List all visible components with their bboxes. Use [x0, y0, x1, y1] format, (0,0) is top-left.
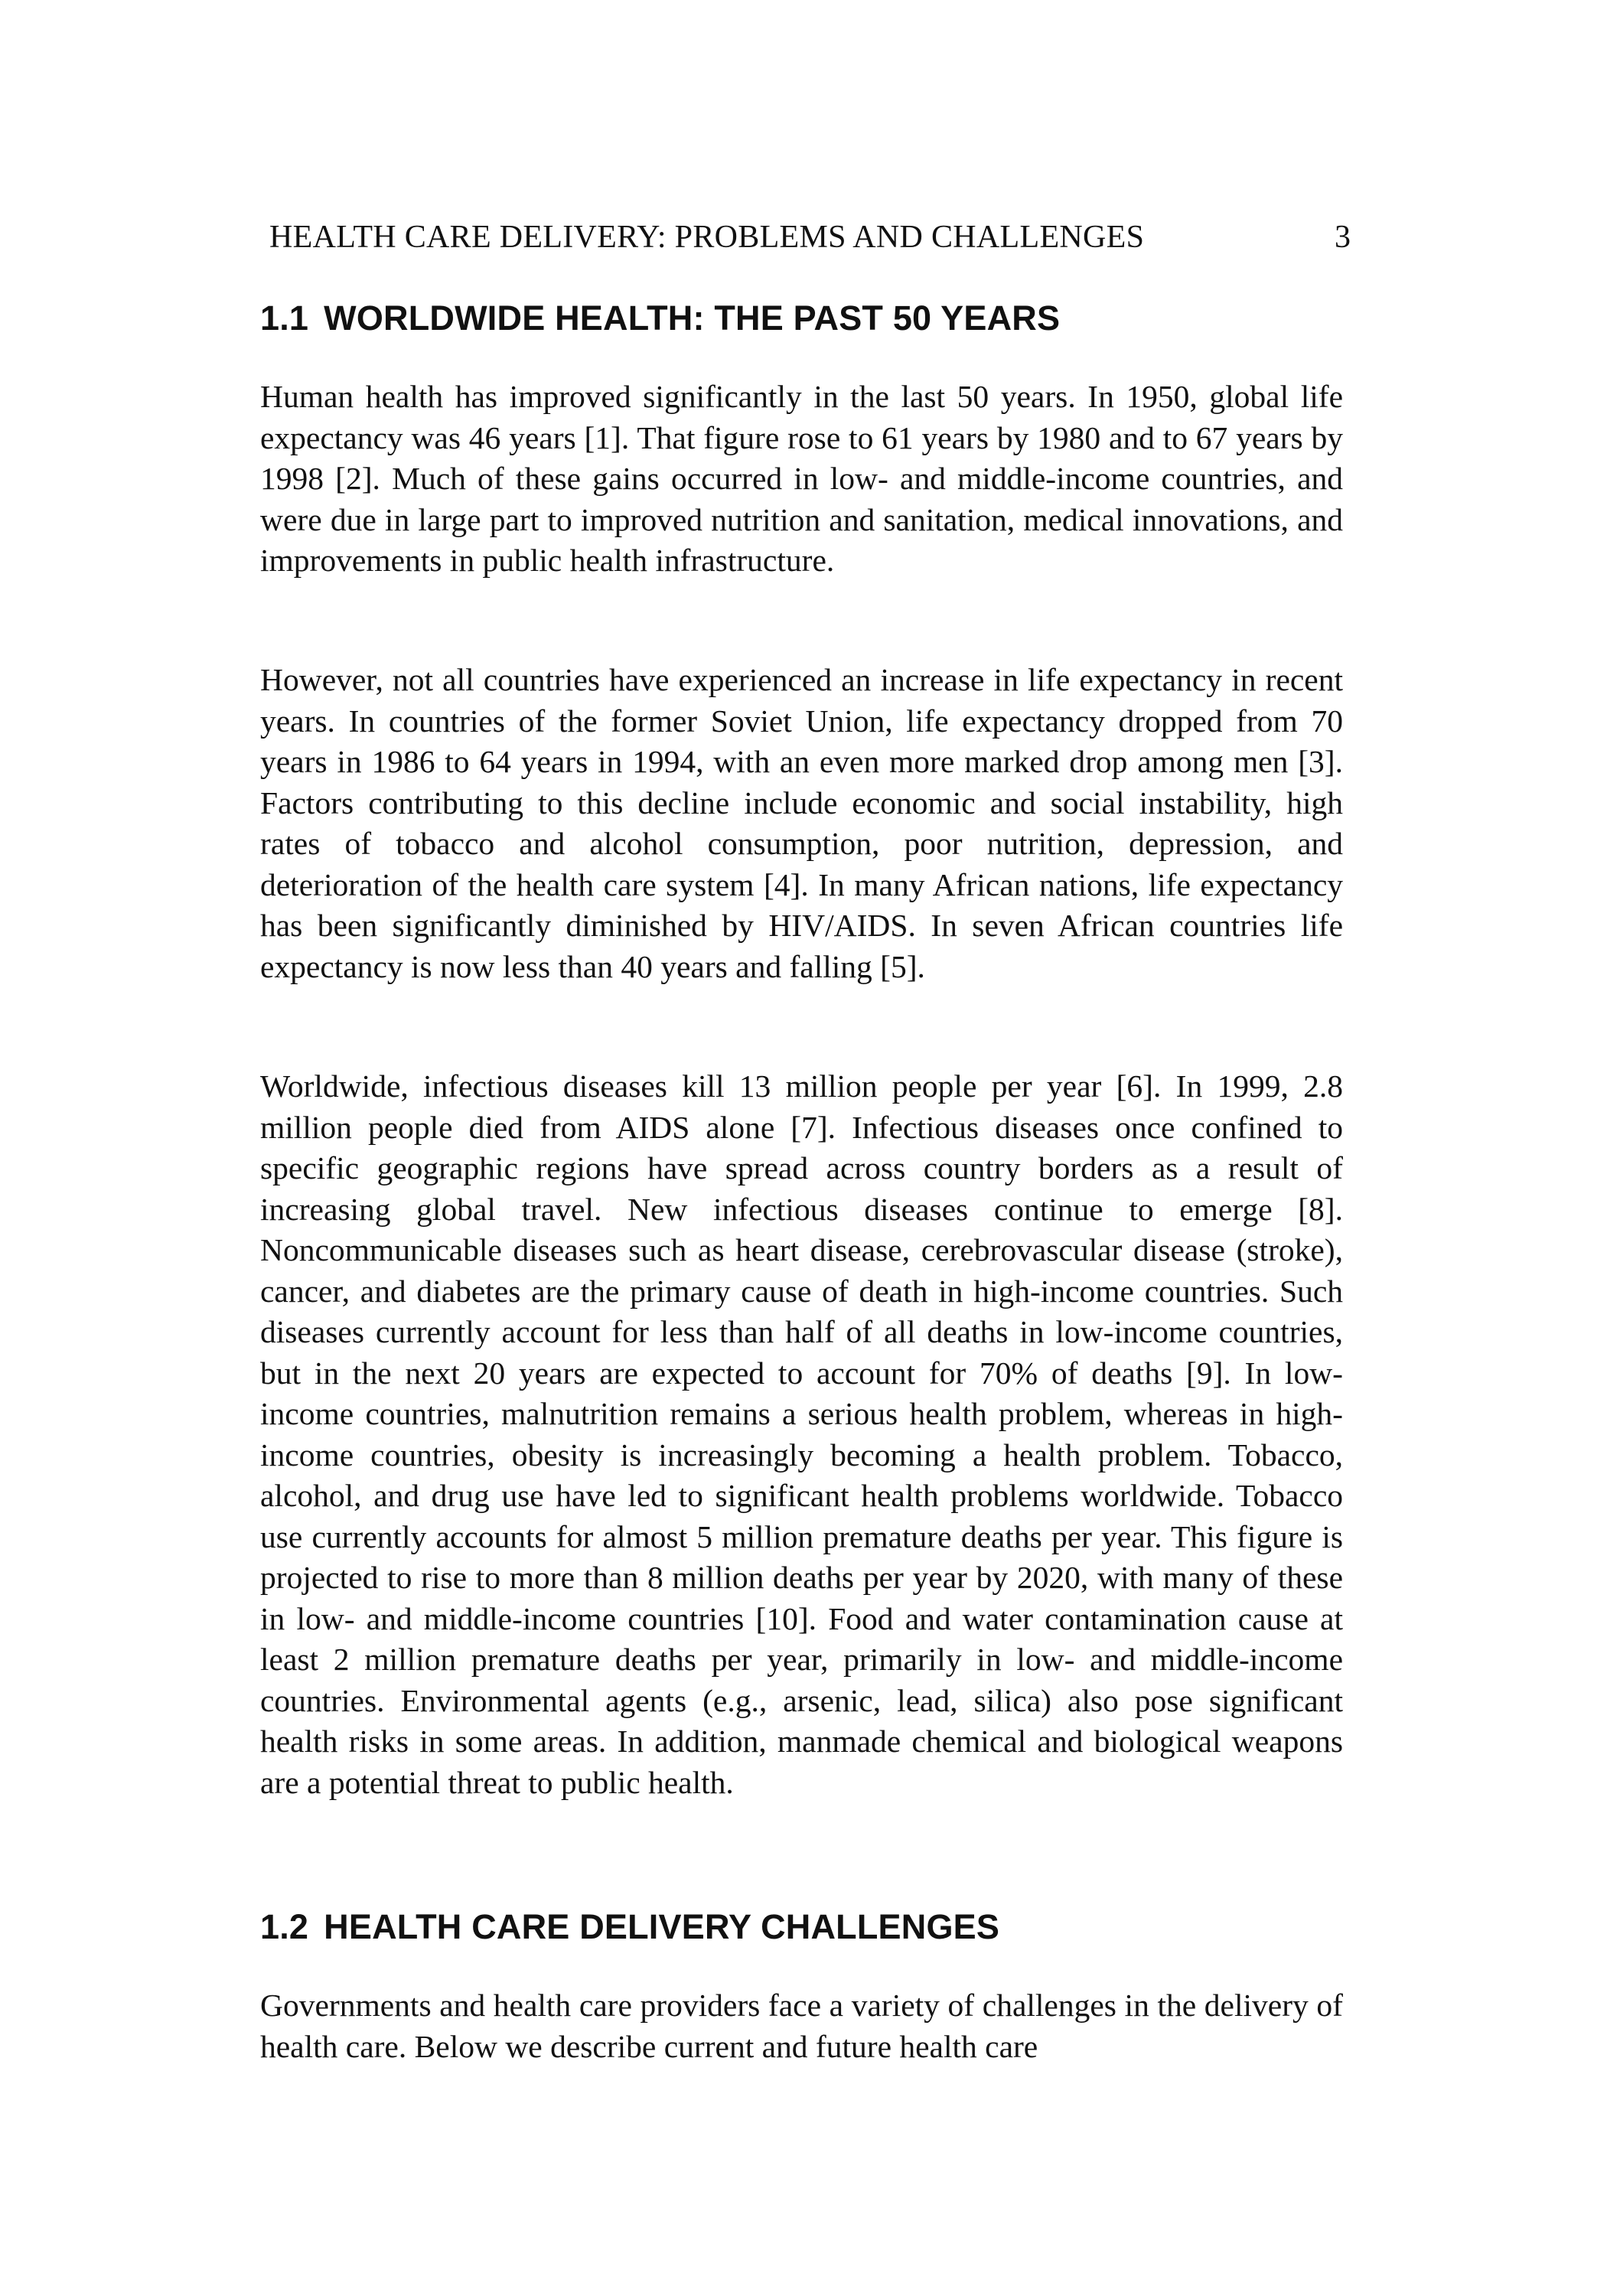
section-number: 1.2 — [260, 1907, 309, 1946]
running-head: HEALTH CARE DELIVERY: PROBLEMS AND CHALLENGES — [269, 220, 1145, 255]
section-title: HEALTH CARE DELIVERY CHALLENGES — [324, 1907, 1000, 1946]
section-title: WORLDWIDE HEALTH: THE PAST 50 YEARS — [324, 298, 1061, 338]
paragraph-life-expectancy: Human health has improved significantly in the last 50 years. In 1950, global life expectancy was 46 years [1]. That figure rose to 61 years by 1980 and to 67 years by 1998 [2]. Much of these gains occurred in low- and middle-income countries, and were due in large part to improved nutrition and sanitation, medical innovations, and improvements in public health infrastructure. — [260, 379, 1343, 578]
paragraph-delivery-challenges: Governments and health care providers face a variety of challenges in the delivery of health care. Below we describe current and future health care — [260, 1988, 1343, 2064]
section-number: 1.1 — [260, 298, 309, 338]
section-heading-1-2 — [260, 1904, 999, 1950]
paragraph-declining-countries: However, not all countries have experienced an increase in life expectancy in recent years. In countries of the former Soviet Union, life expectancy dropped from 70 years in 1986 to 64 years in 1994, with an even more marked drop among men [3]. Factors contributing to this decline include economic and social instability, high rates of tobacco and alcohol consumption, poor nutrition, depression, and deterioration of the health care system [4]. In many African nations, life expectancy has been significantly diminished by HIV/AIDS. In seven African countries life expectancy is now less than 40 years and falling [5]. — [260, 662, 1343, 984]
paragraph-diseases: Worldwide, infectious diseases kill 13 million people per year [6]. In 1999, 2.8 million people died from AIDS alone [7]. Infectious diseases once confined to specific geographic regions have spread across country borders as a result of increasing global travel. New infectious diseases continue to emerge [8]. Noncommunicable diseases such as heart disease, cerebrovascular disease (stroke), cancer, and diabetes are the primary cause of death in high-income countries. Such diseases currently account for less than half of all deaths in low-income countries, but in the next 20 years are expected to account for 70% of deaths [9]. In low-income countries, malnutrition remains a serious health problem, whereas in high-income countries, obesity is increasingly becoming a health problem. Tobacco, alcohol, and drug use have led to significant health problems worldwide. Tobacco use currently accounts for almost 5 million premature deaths per year. This figure is projected to rise to more than 8 million deaths per year by 2020, with many of these in low- and middle-income countries [10]. Food and water contamination cause at least 2 million premature deaths per year, primarily in low- and middle-income countries. Environmental agents (e.g., arsenic, lead, silica) also pose significant health risks in some areas. In addition, manmade chemical and biological weapons are a potential threat to public health. — [260, 1068, 1343, 1800]
section-heading-1-1 — [260, 295, 1060, 341]
page-number: 3 — [1335, 220, 1351, 255]
